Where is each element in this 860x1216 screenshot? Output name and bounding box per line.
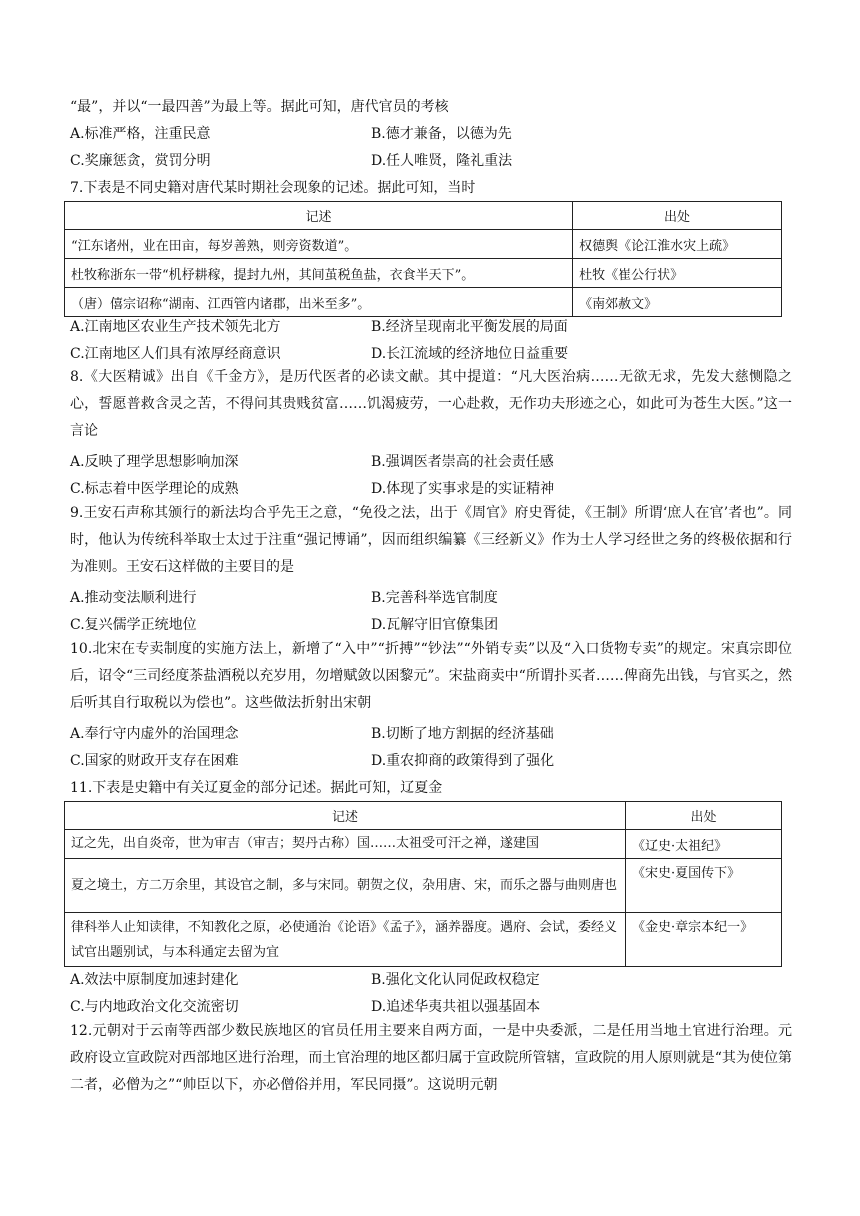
q11-row3-record: 律科举人止知读律，不知教化之原，必使通治《论语》《孟子》，涵养器度。遇府、会试，委经义试官出题别试，与本科通定去留为宜 (65, 913, 626, 967)
q11-header-record: 记述 (65, 802, 626, 830)
q7-option-c[interactable]: C.江南地区人们具有浓厚经商意识 (70, 346, 281, 362)
q11-option-a[interactable]: A.效法中原制度加速封建化 (70, 972, 239, 988)
q6-option-d[interactable]: D.任人唯贤，隆礼重法 (371, 153, 513, 169)
q8-option-a[interactable]: A.反映了理学思想影响加深 (70, 454, 239, 470)
q10-option-a[interactable]: A.奉行守内虚外的治国理念 (70, 726, 239, 742)
q8-options-row-1 (70, 452, 792, 472)
q11-table (64, 801, 782, 967)
q7-table-header (65, 202, 782, 230)
table-row (65, 259, 782, 288)
q12-stem: 12.元朝对于云南等西部少数民族地区的官员任用主要来自两方面，一是中央委派，二是任用当地土官进行治理。元政府设立宣政院对西部地区进行治理，而土官治理的地区都归属于宣政院所管辖，宣政院的用人原则就是“其为使位第二者，必僧为之”“帅臣以下，亦必僧俗并用，军民同摄”。这说明元朝 (70, 1023, 792, 1093)
q7-row1-record: “江东诸州，业在田亩，每岁善熟，则旁资数道”。 (65, 230, 573, 259)
q6-options-row-2 (70, 151, 792, 171)
q10-options-row-2 (70, 751, 792, 771)
q7-header-record: 记述 (65, 202, 573, 230)
q11-row1-record: 辽之先，出自炎帝，世为审吉（审吉；契丹古称）国……太祖受可汗之禅，遂建国 (65, 830, 626, 859)
q11-header-source: 出处 (626, 802, 782, 830)
q10-stem: 10.北宋在专卖制度的实施方法上，新增了“入中”“折搏”“钞法”“外销专卖”以及“入口货物专卖”的规定。宋真宗即位后，诏令“三司经度茶盐酒税以充岁用，勿增赋敛以困黎元”。宋盐商卖中“所谓扑买者……俾商先出钱，与官买之，然后听其自行取税以为偿也”。这些做法折射出宋朝 (70, 641, 792, 711)
q7-option-a[interactable]: A.江南地区农业生产技术领先北方 (70, 319, 281, 335)
q8-option-d[interactable]: D.体现了实事求是的实证精神 (371, 481, 555, 497)
q11-row1-source: 《辽史·太祖纪》 (626, 830, 782, 859)
q11-stem: 11.下表是史籍中有关辽夏金的部分记述。据此可知，辽夏金 (70, 780, 443, 796)
q9-option-a[interactable]: A.推动变法顺利进行 (70, 590, 197, 606)
q7-stem: 7.下表是不同史籍对唐代某时期社会现象的记述。据此可知，当时 (70, 180, 476, 196)
q8-options-row-2 (70, 479, 792, 499)
q10-options-row-1 (70, 724, 792, 744)
q7-table (64, 201, 782, 317)
q7-row3-record: （唐）僖宗诏称“湖南、江西管内诸郡，出米至多”。 (65, 288, 573, 317)
q11-option-d[interactable]: D.追述华夷共祖以强基固本 (371, 999, 541, 1015)
q7-row1-source: 权德舆《论江淮水灾上疏》 (573, 230, 782, 259)
q7-row2-source: 杜牧《崔公行状》 (573, 259, 782, 288)
q8-option-b[interactable]: B.强调医者崇高的社会责任感 (371, 454, 554, 470)
q7-options-row-2 (70, 344, 792, 364)
q10-option-b[interactable]: B.切断了地方割据的经济基础 (371, 726, 554, 742)
q11-options-row-1 (70, 970, 792, 990)
table-row (65, 230, 782, 259)
q6-option-c[interactable]: C.奖廉惩贪，赏罚分明 (70, 153, 211, 169)
table-row (65, 859, 782, 913)
q7-row2-record: 杜牧称浙东一带“机杼耕稼，提封九州，其间茧税鱼盐，衣食半天下”。 (65, 259, 573, 288)
q8-stem: 8.《大医精诚》出自《千金方》，是历代医者的必读文献。其中提道：“凡大医治病……无欲无求，先发大慈恻隐之心，誓愿普救含灵之苦，不得问其贵贱贫富……饥渴疲劳，一心赴救，无作功夫形迹之心，如此可为苍生大医。”这一言论 (70, 369, 792, 439)
q9-options-row-1 (70, 588, 792, 608)
table-row (65, 288, 782, 317)
table-row (65, 830, 782, 859)
q11-option-c[interactable]: C.与内地政治文化交流密切 (70, 999, 239, 1015)
table-row (65, 913, 782, 967)
q11-row2-record: 夏之境土，方二万余里，其设官之制，多与宋同。朝贺之仪，杂用唐、宋，而乐之器与曲则唐也 (65, 859, 626, 913)
q10-option-c[interactable]: C.国家的财政开支存在困难 (70, 753, 239, 769)
q11-table-header (65, 802, 782, 830)
q9-option-c[interactable]: C.复兴儒学正统地位 (70, 617, 197, 633)
q7-row3-source: 《南郊赦文》 (573, 288, 782, 317)
q6-option-a[interactable]: A.标准严格，注重民意 (70, 126, 211, 142)
q9-stem: 9.王安石声称其颁行的新法均合乎先王之意，“免役之法，出于《周官》府史胥徒，《王制》所谓‘庶人在官’者也”。同时，他认为传统科举取士太过于注重“强记博诵”，因而组织编纂《三经新义》作为士人学习经世之务的终极依据和行为准则。王安石这样做的主要目的是 (70, 505, 792, 575)
q7-option-b[interactable]: B.经济呈现南北平衡发展的局面 (371, 319, 568, 335)
q7-option-d[interactable]: D.长江流域的经济地位日益重要 (371, 346, 569, 362)
q6-options-row-1 (70, 124, 792, 144)
q11-options-row-2 (70, 997, 792, 1017)
q10-option-d[interactable]: D.重农抑商的政策得到了强化 (371, 753, 555, 769)
q9-option-b[interactable]: B.完善科举选官制度 (371, 590, 498, 606)
q6-option-b[interactable]: B.德才兼备，以德为先 (371, 126, 512, 142)
q7-header-source: 出处 (573, 202, 782, 230)
q9-options-row-2 (70, 615, 792, 635)
q6-stem-end: “最”，并以“一最四善”为最上等。据此可知，唐代官员的考核 (70, 99, 449, 115)
q7-options-row-1 (70, 317, 792, 337)
q11-row2-source: 《宋史·夏国传下》 (626, 859, 782, 913)
q11-option-b[interactable]: B.强化文化认同促政权稳定 (371, 972, 540, 988)
q8-option-c[interactable]: C.标志着中医学理论的成熟 (70, 481, 239, 497)
q9-option-d[interactable]: D.瓦解守旧官僚集团 (371, 617, 499, 633)
q11-row3-source: 《金史·章宗本纪一》 (626, 913, 782, 967)
